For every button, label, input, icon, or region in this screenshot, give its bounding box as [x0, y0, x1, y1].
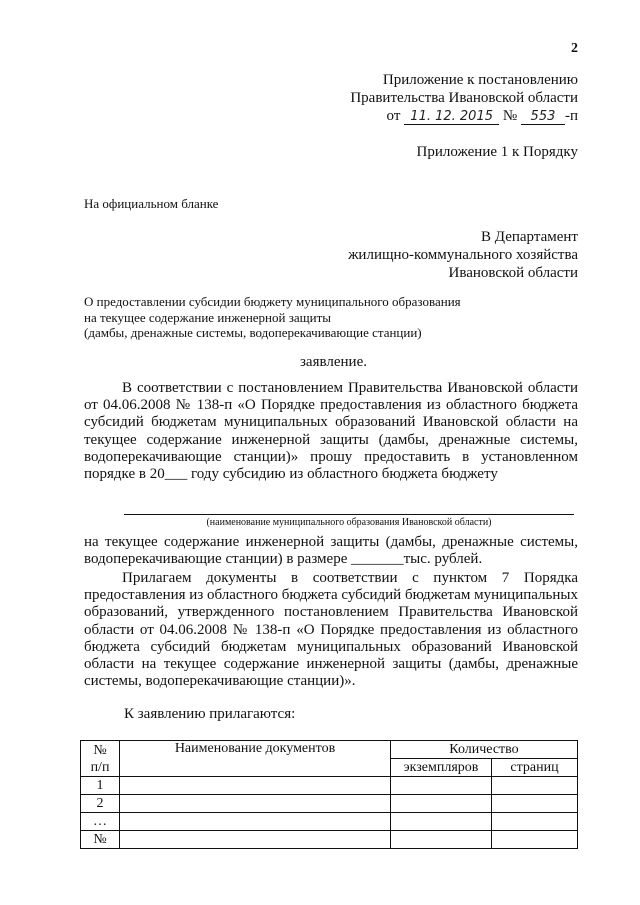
subject-line3: (дамбы, дренажные системы, водоперекачивающие станции): [84, 325, 422, 340]
header-pages: страниц: [492, 759, 578, 777]
header-number-line1: №: [93, 742, 107, 758]
row-copies-cell: [391, 795, 492, 813]
attachments-table: [80, 740, 578, 849]
subject-block: [84, 294, 461, 341]
paragraph-request: В соответствии с постановлением Правительства Ивановской области от 04.06.2008 № 138-п «О Порядке предоставления из областного бюджета субсидий бюджетам муниципальных образований Ивановской области на текущее содержание инженерной защиты (дамбы, дренажные системы, водоперекачивающие станции)» прошу предоставить в установленном порядке в 20___ году субсидию из областного бюджета бюджету: [84, 380, 578, 483]
document-title: заявление.: [300, 354, 367, 370]
table-row: [81, 813, 578, 831]
number-suffix: -п: [564, 108, 578, 124]
header-line2: Правительства Ивановской области: [350, 90, 578, 106]
row-document-cell: [120, 831, 391, 849]
row-number: …: [81, 813, 120, 831]
addressee-line1: В Департамент: [481, 229, 578, 245]
municipality-caption: (наименование муниципального образования Ивановской области): [206, 517, 492, 528]
header-number-line2: п/п: [90, 759, 110, 775]
header-line1: Приложение к постановлению: [382, 72, 578, 88]
table-row: [81, 795, 578, 813]
row-copies-cell: [391, 813, 492, 831]
header-copies: экземпляров: [391, 759, 492, 777]
header-number-cell: [81, 741, 120, 777]
header-document-name: Наименование документов: [120, 741, 391, 777]
addressee-line3: Ивановской области: [448, 265, 578, 281]
row-document-cell: [120, 813, 391, 831]
row-document-cell: [120, 795, 391, 813]
row-document-cell: [120, 777, 391, 795]
appendix-label: Приложение 1 к Порядку: [416, 144, 578, 160]
subject-line2: на текущее содержание инженерной защиты: [84, 309, 331, 325]
municipality-blank-line: [124, 514, 574, 515]
table-row: [81, 777, 578, 795]
row-pages-cell: [492, 831, 578, 849]
row-copies-cell: [391, 777, 492, 795]
row-number: №: [81, 831, 120, 849]
row-pages-cell: [492, 813, 578, 831]
addressee-line2: жилищно-коммунального хозяйства: [348, 247, 578, 263]
date-prefix: от: [386, 108, 401, 124]
header-quantity: Количество: [391, 741, 578, 759]
row-number: 2: [81, 795, 120, 813]
table-header-row: [81, 741, 578, 759]
table-row: [81, 831, 578, 849]
paragraph-amount: на текущее содержание инженерной защиты (дамбы, дренажные системы, водоперекачивающие станции) в размере _______тыс. рублей.: [84, 534, 578, 568]
subject-line1: О предоставлении субсидии бюджету муниципального образования: [84, 294, 461, 309]
attachments-intro: К заявлению прилагаются:: [124, 706, 296, 722]
header-date-line: [387, 108, 578, 125]
date-value: 11. 12. 2015: [404, 110, 499, 125]
row-number: 1: [81, 777, 120, 795]
row-pages-cell: [492, 795, 578, 813]
row-copies-cell: [391, 831, 492, 849]
page-number: 2: [571, 41, 578, 56]
number-value: 553: [521, 110, 565, 125]
number-sign: №: [502, 108, 518, 124]
row-pages-cell: [492, 777, 578, 795]
paragraph-documents: Прилагаем документы в соответствии с пунктом 7 Порядка предоставления из областного бюджета субсидий бюджетам муниципальных образований, утвержденного постановлением Правительства Ивановской области от 04.06.2008 № 138-п «О Порядке предоставления из областного бюджета субсидий бюджетам муниципальных образований Ивановской области на текущее содержание инженерной защиты (дамбы, дренажные системы, водоперекачивающие станции)».: [84, 570, 578, 690]
blank-note: На официальном бланке: [84, 196, 219, 211]
